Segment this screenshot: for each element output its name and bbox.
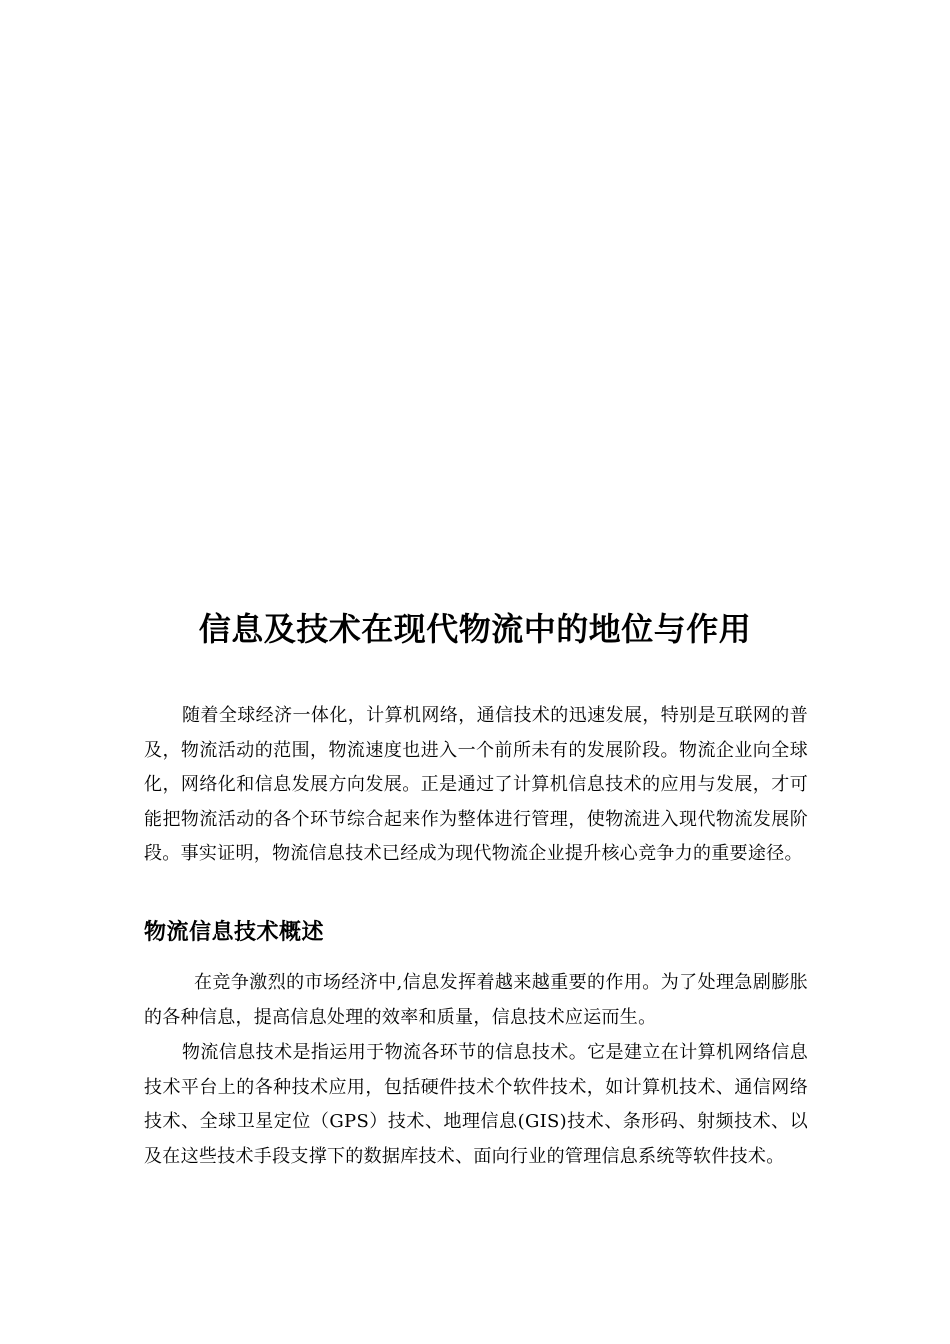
intro-paragraph: 随着全球经济一体化，计算机网络，通信技术的迅速发展，特别是互联网的普及，物流活动的范围，物流速度也进入一个前所未有的发展阶段。物流企业向全球化，网络化和信息发展方向发展。正是通过了计算机信息技术的应用与发展，才可能把物流活动的各个环节综合起来作为整体进行管理，使物流进入现代物流发展阶段。事实证明，物流信息技术已经成为现代物流企业提升核心竞争力的重要途径。 [144, 705, 808, 864]
section-paragraph-2: 物流信息技术是指运用于物流各环节的信息技术。它是建立在计算机网络信息技术平台上的各种技术应用，包括硬件技术个软件技术，如计算机技术、通信网络技术、全球卫星定位（GPS）技术、地理信息(GIS)技术、条形码、射频技术、以及在这些技术手段支撑下的数据库技术、面向行业的管理信息系统等软件技术。 [144, 1042, 808, 1167]
document-title: 信息及技术在现代物流中的地位与作用 [198, 610, 752, 648]
section-heading: 物流信息技术概述 [144, 920, 325, 945]
section-paragraph-1: 在竞争激烈的市场经济中,信息发挥着越来越重要的作用。为了处理急剧膨胀的各种信息，提高信息处理的效率和质量，信息技术应运而生。 [144, 972, 808, 1028]
